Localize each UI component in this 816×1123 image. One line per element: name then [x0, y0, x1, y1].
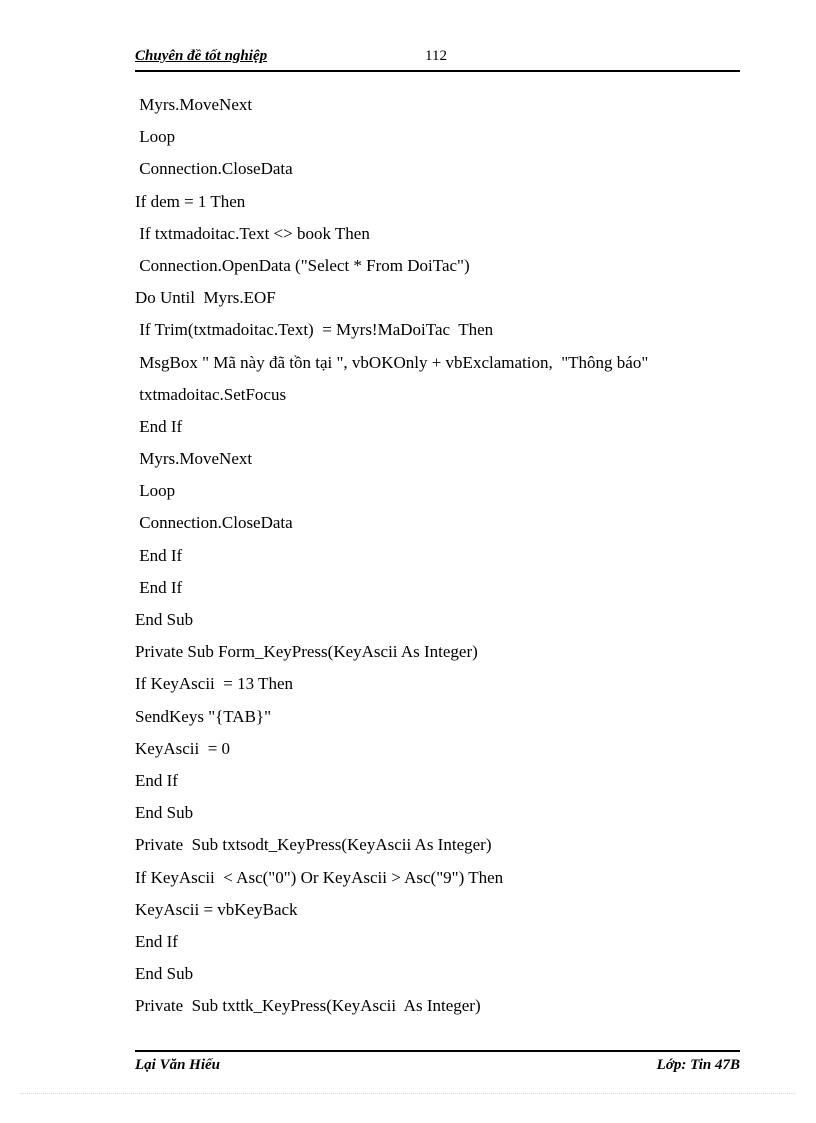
- code-line: End If: [135, 545, 183, 565]
- code-line: If KeyAscii = 13 Then: [135, 674, 293, 694]
- page-footer: [135, 1050, 740, 1078]
- page-number: 112: [425, 48, 447, 64]
- code-line: KeyAscii = 0: [135, 738, 231, 758]
- page-header: [135, 48, 740, 72]
- code-line: Myrs.MoveNext: [135, 449, 253, 469]
- code-line: End If: [135, 931, 178, 951]
- code-line: End Sub: [135, 803, 194, 823]
- code-line: If dem = 1 Then: [135, 191, 246, 211]
- code-line: End If: [135, 770, 178, 790]
- code-line: Myrs.MoveNext: [135, 95, 253, 114]
- code-line: Do Until Myrs.EOF: [135, 288, 276, 308]
- page-edge-divider: [20, 1093, 796, 1094]
- code-line: If txtmadoitac.Text <> book Then: [135, 223, 370, 243]
- footer-author: Lại Văn Hiếu: [135, 1057, 221, 1073]
- code-line: If Trim(txtmadoitac.Text) = Myrs!MaDoiTac Then: [135, 320, 494, 340]
- code-line: SendKeys "{TAB}": [135, 706, 272, 726]
- header-title: Chuyên đề tốt nghiệp: [135, 48, 268, 64]
- code-line: Private Sub Form_KeyPress(KeyAscii As Integer): [135, 642, 478, 662]
- code-line: Connection.CloseData: [135, 513, 293, 533]
- code-line: If KeyAscii < Asc("0") Or KeyAscii > Asc("9") Then: [135, 867, 504, 887]
- code-line: Connection.OpenData ("Select * From DoiTac"): [135, 255, 470, 275]
- code-line: End If: [135, 577, 183, 597]
- code-line: Connection.CloseData: [135, 159, 293, 179]
- code-line: End Sub: [135, 964, 194, 984]
- code-line: txtmadoitac.SetFocus: [135, 384, 287, 404]
- code-listing: [135, 89, 755, 1022]
- code-line: KeyAscii = vbKeyBack: [135, 899, 298, 919]
- code-line: Private Sub txttk_KeyPress(KeyAscii As Integer): [135, 996, 481, 1016]
- footer-class: Lớp: Tin 47B: [656, 1057, 740, 1073]
- code-line: Loop: [135, 481, 176, 501]
- code-line: Private Sub txtsodt_KeyPress(KeyAscii As Integer): [135, 835, 492, 855]
- code-line: MsgBox " Mã này đã tồn tại ", vbOKOnly + vbExclamation, "Thông báo": [135, 352, 649, 372]
- code-line: End If: [135, 416, 183, 436]
- code-line: Loop: [135, 127, 176, 147]
- code-line: End Sub: [135, 610, 194, 629]
